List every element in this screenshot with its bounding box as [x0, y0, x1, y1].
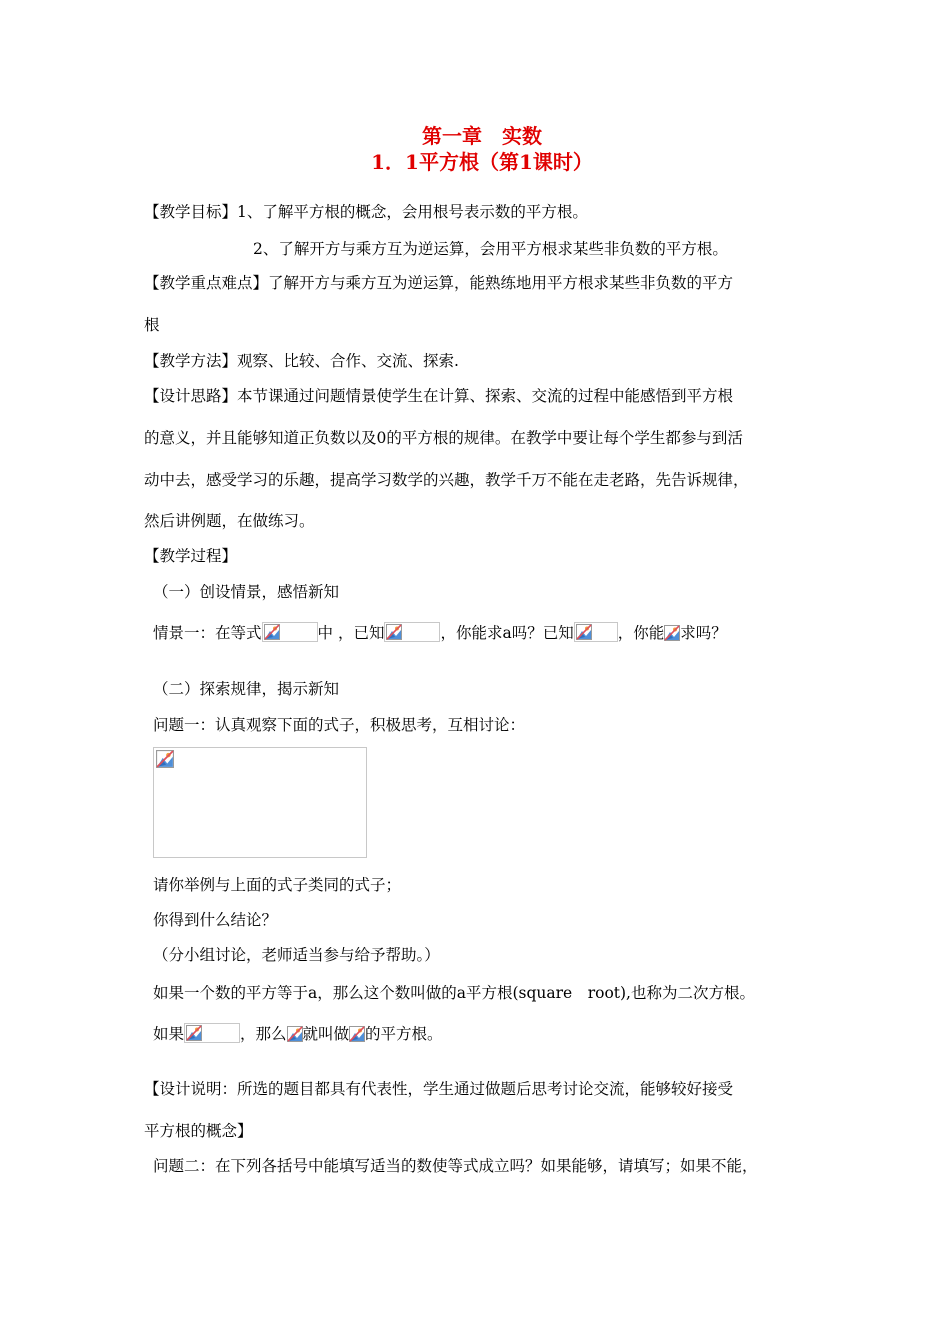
key-points-line-1: 【教学重点难点】了解开方与乘方互为逆运算，能熟练地用平方根求某些非负数的平方	[144, 274, 734, 292]
if-text-mid2: 就叫做	[302, 1025, 350, 1043]
broken-image-icon	[287, 1026, 303, 1042]
scene-text-mid3: ，你能	[617, 624, 665, 642]
if-text-mid1: ，那么	[240, 1025, 287, 1043]
design-line-1: 【设计思路】本节课通过问题情景使学生在计算、探索、交流的过程中能感悟到平方根	[144, 387, 734, 405]
design-note-line-1: 【设计说明：所选的题目都具有代表性，学生通过做题后思考讨论交流，能够较好接受	[144, 1080, 734, 1098]
broken-image-icon	[186, 1025, 202, 1041]
scene-text-prefix: 情景一：在等式	[153, 624, 262, 642]
section-title: 1．1平方根（第1课时）	[371, 150, 593, 174]
method-line: 【教学方法】观察、比较、合作、交流、探索.	[144, 352, 459, 370]
if-text-suffix: 的平方根。	[365, 1025, 443, 1043]
process-heading: 【教学过程】	[144, 547, 238, 565]
broken-image-icon	[156, 750, 174, 768]
equation-image	[384, 622, 440, 642]
equation-image	[262, 622, 318, 642]
conclusion-prompt: 你得到什么结论？	[153, 911, 278, 929]
design-line-3: 动中去，感受学习的乐趣，提高学习数学的兴趣，教学千万不能在走老路，先告诉规律，	[144, 471, 749, 489]
broken-image-icon	[386, 624, 402, 640]
chapter-title: 第一章 实数	[422, 124, 542, 148]
variable-image	[664, 625, 680, 641]
part2-heading: （二）探索规律，揭示新知	[153, 680, 340, 698]
if-text-prefix: 如果	[153, 1025, 185, 1043]
group-note: （分小组讨论，老师适当参与给予帮助。）	[153, 946, 440, 964]
equation-image	[184, 1023, 240, 1043]
variable-image	[349, 1026, 365, 1042]
equation-image	[574, 622, 618, 642]
objective-line-2: 2、了解开方与乘方互为逆运算，会用平方根求某些非负数的平方根。	[253, 240, 728, 258]
question-two: 问题二：在下列各括号中能填写适当的数使等式成立吗？如果能够，请填写；如果不能，	[153, 1157, 758, 1175]
example-prompt: 请你举例与上面的式子类同的式子；	[153, 876, 402, 894]
broken-image-icon	[264, 624, 280, 640]
broken-image-icon	[349, 1026, 365, 1042]
broken-image-icon	[576, 624, 592, 640]
design-line-4: 然后讲例题，在做练习。	[144, 512, 315, 530]
scene-text-suffix: 求吗？	[680, 624, 727, 642]
formula-image-box	[153, 747, 367, 858]
objective-line-1: 【教学目标】1、了解平方根的概念，会用根号表示数的平方根。	[144, 203, 588, 221]
scene-text-mid1: 中 ，已知	[317, 624, 385, 642]
scene-text-mid2: ，你能求a吗？已知	[440, 624, 574, 642]
part1-heading: （一）创设情景，感悟新知	[153, 583, 340, 601]
variable-image	[287, 1026, 303, 1042]
key-points-line-2: 根	[144, 316, 160, 334]
if-then-line	[153, 1023, 443, 1045]
definition-line: 如果一个数的平方等于a，那么这个数叫做的a平方根(square root),也称为二次方根。	[153, 984, 755, 1002]
question-one: 问题一：认真观察下面的式子，积极思考，互相讨论：	[153, 716, 526, 734]
broken-image-icon	[664, 625, 680, 641]
design-line-2: 的意义，并且能够知道正负数以及0的平方根的规律。在教学中要让每个学生都参与到活	[144, 429, 743, 447]
scene-one-line	[153, 622, 727, 644]
design-note-line-2: 平方根的概念】	[144, 1122, 253, 1140]
